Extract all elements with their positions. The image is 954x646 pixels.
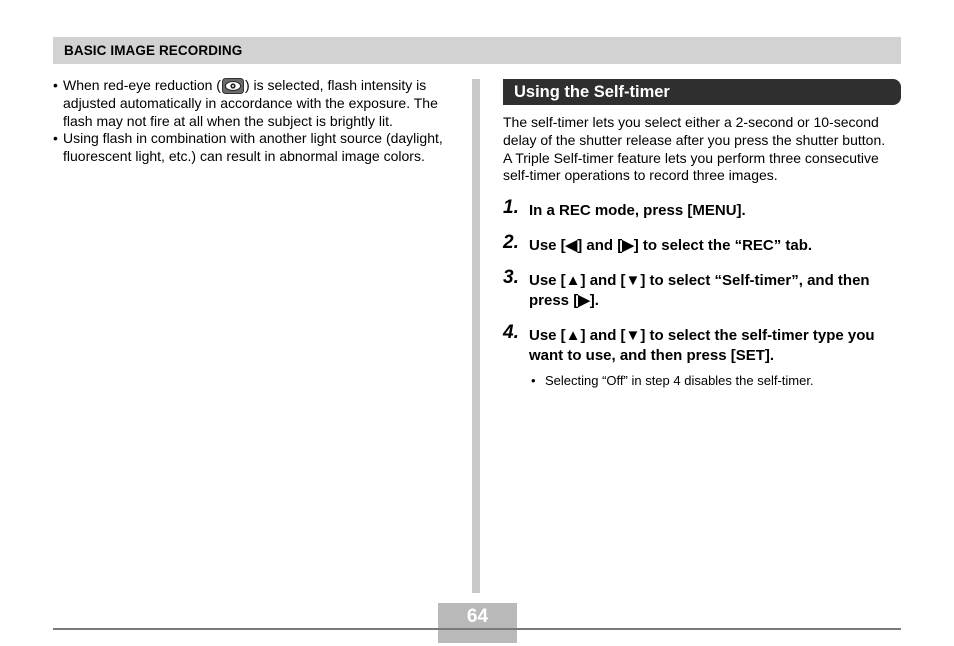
step-note (503, 373, 901, 389)
right-column (503, 79, 901, 389)
section-header-bar (53, 37, 901, 64)
step-number: 2. (503, 232, 519, 254)
bullet-dot: • (53, 130, 58, 147)
column-divider (472, 79, 480, 593)
step-text: Use [◀] and [▶] to select the “REC” tab. (529, 237, 813, 255)
step-number: 4. (503, 322, 519, 344)
step-4 (503, 322, 901, 366)
step-1 (503, 197, 901, 221)
step-text: In a REC mode, press [MENU]. (529, 202, 746, 220)
bullet-item (53, 77, 463, 130)
red-eye-reduction-icon (222, 78, 244, 94)
section-header-title: BASIC IMAGE RECORDING (64, 43, 243, 58)
bullet-dot: • (531, 373, 536, 389)
step-text: Use [▲] and [▼] to select the self-timer type you want to use, and then press [SET]. (529, 327, 875, 365)
bullet-text-part1: When red-eye reduction ( (63, 77, 221, 93)
step-number: 1. (503, 197, 519, 219)
bullet-text-part2: ) is selected, flash intensity is adjusted automatically in accordance with the exposure. The flash may not fire at all when the subject is brightly lit. (63, 77, 438, 129)
section-title: Using the Self-timer (503, 79, 901, 105)
left-column (53, 77, 463, 166)
bullet-item (53, 130, 463, 166)
bullet-dot: • (53, 77, 58, 93)
step-text: Use [▲] and [▼] to select “Self-timer”, and then press [▶]. (529, 272, 870, 310)
step-3 (503, 267, 901, 311)
note-text: Selecting “Off” in step 4 disables the self-timer. (545, 373, 814, 389)
intro-paragraph: The self-timer lets you select either a 2-second or 10-second delay of the shutter release after you press the shutter button. A Triple Self-timer feature lets you perform three consecutive self-timer operations to record three images. (503, 114, 886, 184)
page-number: 64 (466, 606, 489, 627)
step-number: 3. (503, 267, 519, 289)
step-2 (503, 232, 901, 256)
steps-list (503, 197, 901, 389)
bullet-text: Using flash in combination with another light source (daylight, fluorescent light, etc.) can result in abnormal image colors. (63, 130, 443, 165)
